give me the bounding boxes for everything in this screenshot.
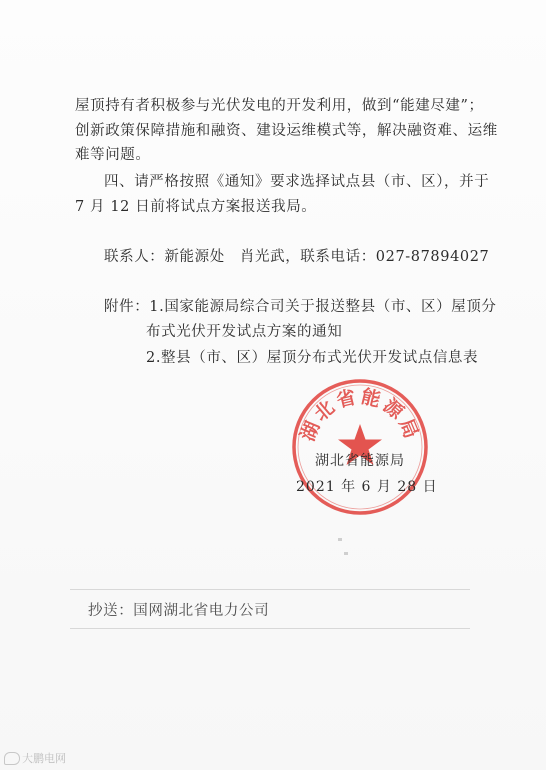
signature-date: 2021 年 6 月 28 日 — [296, 479, 438, 495]
contact-line: 联系人：新能源处 肖光武，联系电话：027-87894027 — [104, 249, 490, 265]
cc-rule-bottom — [70, 628, 470, 629]
attachment-2: 2.整县（市、区）屋顶分布式光伏开发试点信息表 — [146, 350, 479, 366]
body-line-3: 难等问题。 — [75, 147, 151, 163]
watermark — [4, 750, 66, 766]
attachment-1-continued: 布式光伏开发试点方案的通知 — [146, 324, 343, 340]
scan-speck — [338, 538, 342, 541]
body-line-2: 创新政策保障措施和融资、建设运维模式等，解决融资难、运维 — [75, 123, 498, 139]
watermark-logo-icon — [4, 752, 20, 765]
seal-text: 湖北省能源局 — [296, 385, 424, 445]
body-line-4: 四、请严格按照《通知》要求选择试点县（市、区），并于 — [104, 174, 490, 190]
body-line-5: 7 月 12 日前将试点方案报送我局。 — [75, 199, 317, 215]
cc-rule-top — [70, 589, 470, 590]
watermark-text: 大鹏电网 — [22, 752, 66, 765]
cc-line: 抄送：国网湖北省电力公司 — [88, 603, 270, 619]
body-line-1: 屋顶持有者积极参与光伏发电的开发利用，做到“能建尽建”； — [75, 98, 484, 114]
scan-speck — [344, 552, 348, 555]
issuing-organization: 湖北省能源局 — [315, 453, 405, 469]
attachment-1: 附件：1.国家能源局综合司关于报送整县（市、区）屋顶分 — [104, 299, 497, 315]
